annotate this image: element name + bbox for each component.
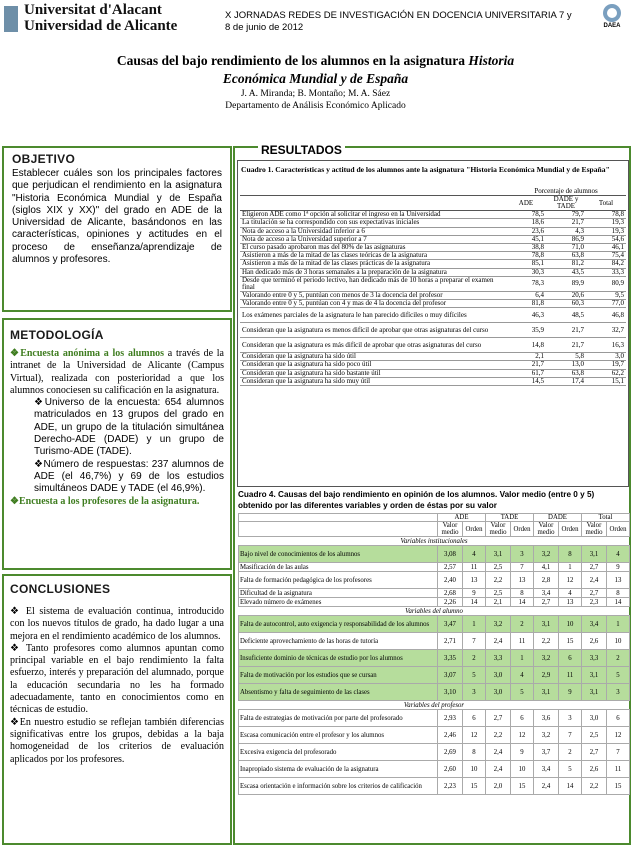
cuadro4-cell-orden: 6 bbox=[511, 710, 534, 727]
cuadro1-cell-value: 54,6 bbox=[586, 235, 626, 243]
cuadro1-row-label: Valorando entre 0 y 5, puntúan con 4 y mas de 4 la docencia del profesor bbox=[240, 300, 506, 308]
cuadro4-sub-header-valor: Valor medio bbox=[534, 522, 559, 537]
cuadro1-row-label: Consideran que la asignatura ha sido útil bbox=[240, 353, 506, 361]
cuadro4-row bbox=[239, 572, 630, 589]
cuadro4-table bbox=[238, 513, 630, 795]
cuadro4-sub-header-valor: Valor medio bbox=[582, 522, 607, 537]
cuadro4-cell-valor: 2,7 bbox=[582, 563, 607, 572]
cuadro4-section-institucionales: Variables institucionales bbox=[400, 537, 468, 545]
cuadro4-cell-orden: 5 bbox=[511, 684, 534, 701]
cuadro4-cell-orden: 14 bbox=[607, 598, 630, 607]
cuadro1-cell-value: 9,5 bbox=[586, 291, 626, 299]
cuadro4-row-label: Escasa comunicación entre el profesor y los alumnos bbox=[239, 727, 438, 744]
title-italic-1: Historia bbox=[468, 53, 515, 68]
cuadro1-row-label: Los exámenes parciales de la asignatura le han parecido difíciles o muy difíciles bbox=[240, 308, 506, 323]
cuadro4-sub-header-row bbox=[239, 522, 630, 537]
daea-logo bbox=[596, 2, 628, 32]
metodologia-item-1 bbox=[10, 348, 224, 397]
daea-label: DAEA bbox=[603, 23, 621, 29]
cuadro4-cell-orden: 3 bbox=[607, 684, 630, 701]
cuadro4-cell-valor: 2,7 bbox=[486, 710, 511, 727]
cuadro4-cell-valor: 4,1 bbox=[534, 563, 559, 572]
conclusiones-heading: CONCLUSIONES bbox=[10, 582, 111, 596]
cuadro4-cell-orden: 6 bbox=[463, 710, 486, 727]
title-italic-2: Económica Mundial y de España bbox=[222, 71, 409, 86]
cuadro4-sub-header-orden: Orden bbox=[559, 522, 582, 537]
cuadro4-cell-valor: 2,6 bbox=[582, 761, 607, 778]
cuadro4-section-profesor: Variables del profesor bbox=[403, 701, 465, 709]
university-name-valencian: Universitat d'Alacant bbox=[24, 2, 162, 18]
cuadro1-cell-value: 61,7 bbox=[506, 369, 546, 377]
cuadro1-row-label: Nota de acceso a la Universidad superior a 7 bbox=[240, 235, 506, 243]
cuadro1-cell-value: 75,4 bbox=[586, 252, 626, 260]
objetivo-section bbox=[2, 146, 232, 312]
cuadro4-cell-orden: 7 bbox=[511, 563, 534, 572]
cuadro4-cell-orden: 9 bbox=[607, 563, 630, 572]
conclusiones-section bbox=[2, 574, 232, 845]
event-title bbox=[225, 10, 585, 34]
cuadro4-section-alumno: Variables del alumno bbox=[405, 607, 463, 615]
cuadro1-cell-value: 38,8 bbox=[506, 244, 546, 252]
cuadro4-cell-orden: 10 bbox=[511, 761, 534, 778]
cuadro1-cell-value: 81,8 bbox=[506, 300, 546, 308]
cuadro1-cell-value: 2,1 bbox=[506, 353, 546, 361]
cuadro1-cell-value: 78,8 bbox=[506, 252, 546, 260]
cuadro4-cell-valor: 2,68 bbox=[438, 589, 463, 598]
cuadro4-cell-orden: 5 bbox=[463, 667, 486, 684]
cuadro4-row bbox=[239, 727, 630, 744]
metodologia-sub-2: ❖Número de respuestas: 237 alumnos de ADE (el 46,7%) y 69 de los estudios simultáneos DADE y TADE (el 46,9%). bbox=[34, 458, 224, 495]
cuadro1-table bbox=[240, 188, 626, 386]
cuadro4-cell-valor: 2,46 bbox=[438, 727, 463, 744]
cuadro1-cell-value: 18,6 bbox=[506, 219, 546, 227]
event-line-2: 8 de junio de 2012 bbox=[225, 22, 304, 33]
cuadro1-cell-value: 16,3 bbox=[586, 338, 626, 353]
cuadro4-cell-valor: 3,7 bbox=[534, 744, 559, 761]
cuadro1-cell-value: 78,8 bbox=[586, 211, 626, 219]
conclusion-1: ❖ El sistema de evaluación continua, introducido con los nuevos títulos de grado, ha dado lugar a una mejora en el rendimiento académico de los alumnos. bbox=[10, 606, 224, 642]
cuadro4-title: Cuadro 4. Causas del bajo rendimiento en opinión de los alumnos. Valor medio (entre 0 y 5) obtenido por las diferentes variables y orden de éstas por su valor bbox=[238, 490, 595, 510]
cuadro1-cell-value: 46,1 bbox=[586, 244, 626, 252]
cuadro4-row bbox=[239, 546, 630, 563]
cuadro4-row-label: Dificultad de la asignatura bbox=[239, 589, 438, 598]
cuadro4-row-label: Falta de formación pedagógica de los profesores bbox=[239, 572, 438, 589]
cuadro1-cell-value: 6,4 bbox=[506, 291, 546, 299]
cuadro1-row bbox=[240, 338, 626, 353]
cuadro1-row-label: Asistieron a más de la mitad de las clases prácticas de la asignatura bbox=[240, 260, 506, 268]
cuadro4-cell-valor: 2,57 bbox=[438, 563, 463, 572]
cuadro1-row bbox=[240, 361, 626, 369]
metodologia-section bbox=[2, 318, 232, 570]
cuadro4-cell-valor: 3,0 bbox=[486, 684, 511, 701]
cuadro4-cell-valor: 2,8 bbox=[534, 572, 559, 589]
cuadro4-cell-orden: 5 bbox=[607, 667, 630, 684]
cuadro4-cell-valor: 2,7 bbox=[582, 589, 607, 598]
cuadro4-row-label: Masificación de las aulas bbox=[239, 563, 438, 572]
cuadro4-cell-valor: 2,2 bbox=[486, 727, 511, 744]
cuadro1-row-label: La titulación se ha correspondido con sus expectativas iniciales bbox=[240, 219, 506, 227]
cuadro4-row bbox=[239, 710, 630, 727]
cuadro4-cell-orden: 8 bbox=[559, 546, 582, 563]
cuadro4-cell-valor: 3,47 bbox=[438, 616, 463, 633]
cuadro4-row-label: Absentismo y falta de seguimiento de las clases bbox=[239, 684, 438, 701]
cuadro4-row bbox=[239, 598, 630, 607]
cuadro1-cell-value: 19,7 bbox=[586, 361, 626, 369]
cuadro4-row-label: Excesiva exigencia del profesorado bbox=[239, 744, 438, 761]
cuadro4-cell-orden: 2 bbox=[559, 744, 582, 761]
cuadro1-row bbox=[240, 308, 626, 323]
cuadro1-cell-value: 77,0 bbox=[586, 300, 626, 308]
cuadro4-cell-orden: 15 bbox=[463, 778, 486, 795]
cuadro4-cell-orden: 10 bbox=[559, 616, 582, 633]
cuadro4-row bbox=[239, 667, 630, 684]
cuadro1-row bbox=[240, 276, 626, 291]
cuadro4-cell-valor: 3,1 bbox=[582, 546, 607, 563]
cuadro4-section-row bbox=[239, 701, 630, 710]
cuadro4-cell-valor: 3,4 bbox=[534, 761, 559, 778]
cuadro1-cell-value: 23,6 bbox=[506, 227, 546, 235]
cuadro4-cell-orden: 13 bbox=[559, 598, 582, 607]
department: Departamento de Análisis Económico Aplicado bbox=[225, 101, 406, 111]
cuadro4-cell-orden: 5 bbox=[559, 761, 582, 778]
cuadro1-row-label: Consideran que la asignatura ha sido bastante útil bbox=[240, 369, 506, 377]
cuadro4-group-header: DADE bbox=[534, 514, 582, 522]
cuadro4-cell-orden: 7 bbox=[559, 727, 582, 744]
cuadro1-cell-value: 21,7 bbox=[546, 323, 586, 338]
cuadro1-cell-value: 81,2 bbox=[546, 260, 586, 268]
authors: J. A. Miranda; B. Montaño; M. A. Sáez bbox=[240, 89, 391, 99]
cuadro4-row bbox=[239, 650, 630, 667]
cuadro1-cell-value: 89,9 bbox=[546, 276, 586, 291]
cuadro4-cell-valor: 2,69 bbox=[438, 744, 463, 761]
resultados-heading: RESULTADOS bbox=[258, 143, 345, 157]
cuadro4-cell-orden: 14 bbox=[559, 778, 582, 795]
cuadro1-row bbox=[240, 323, 626, 338]
cuadro4-cell-orden: 2 bbox=[607, 650, 630, 667]
cuadro4-cell-orden: 8 bbox=[511, 589, 534, 598]
cuadro4-group-header: TADE bbox=[486, 514, 534, 522]
cuadro4-cell-valor: 3,1 bbox=[582, 667, 607, 684]
university-emblem-icon bbox=[4, 6, 18, 32]
objetivo-text: Establecer cuáles son los principales factores que perjudican el rendimiento en la asignatura "Historia Económica Mundial y de España (siglos XIX y XX)" del grado en ADE de la Universidad de Alicante, basándonos en las características, opiniones y actitudes en el proceso de enseñanza/aprendizaje de alumnos y profesores. bbox=[12, 168, 222, 266]
cuadro1-cell-value: 79,7 bbox=[546, 211, 586, 219]
cuadro4-cell-orden: 11 bbox=[511, 633, 534, 650]
cuadro4-corner-cell bbox=[239, 514, 438, 522]
cuadro4-cell-valor: 2,26 bbox=[438, 598, 463, 607]
cuadro4-cell-valor: 2,4 bbox=[582, 572, 607, 589]
cuadro4-cell-orden: 3 bbox=[559, 710, 582, 727]
cuadro1-cell-value: 20,6 bbox=[546, 291, 586, 299]
cuadro4-cell-valor: 2,2 bbox=[582, 778, 607, 795]
conclusion-3: ❖En nuestro estudio se reflejan también diferencias significativas entre los grupos, debidas a la baja homogeneidad de los criterios de evaluación aplicados por los profesores. bbox=[10, 716, 224, 765]
cuadro4-cell-valor: 3,2 bbox=[534, 727, 559, 744]
cuadro4-cell-valor: 2,4 bbox=[486, 761, 511, 778]
cuadro4-cell-valor: 3,4 bbox=[534, 589, 559, 598]
cuadro1-cell-value: 32,7 bbox=[586, 323, 626, 338]
cuadro1-row-label: Nota de acceso a la Universidad inferior a 6 bbox=[240, 227, 506, 235]
cuadro1-column-header: DADE y TADE bbox=[546, 196, 586, 211]
cuadro4-cell-orden: 8 bbox=[607, 589, 630, 598]
cuadro4-cell-valor: 2,2 bbox=[534, 633, 559, 650]
cuadro1-row-label: Consideran que la asignatura es más difícil de aprobar que otras asignaturas del curso bbox=[240, 338, 506, 353]
cuadro4-row-label: Insuficiente dominio de técnicas de estudio por los alumnos bbox=[239, 650, 438, 667]
cuadro4-cell-orden: 9 bbox=[511, 744, 534, 761]
cuadro1-row-label: Eligieron ADE como 1ª opción al solicitar el ingreso en la Universidad bbox=[240, 211, 506, 219]
cuadro4-cell-orden: 11 bbox=[607, 761, 630, 778]
cuadro4-cell-orden: 1 bbox=[607, 616, 630, 633]
cuadro4-cell-valor: 2,4 bbox=[486, 744, 511, 761]
objetivo-heading: OBJETIVO bbox=[12, 152, 76, 166]
cuadro4-row-label: Elevado número de exámenes bbox=[239, 598, 438, 607]
cuadro4-row-label: Falta de estrategias de motivación por parte del profesorado bbox=[239, 710, 438, 727]
cuadro4-cell-valor: 2,9 bbox=[534, 667, 559, 684]
cuadro4-cell-orden: 4 bbox=[607, 546, 630, 563]
cuadro1-column-header: ADE bbox=[506, 196, 546, 211]
poster-title bbox=[10, 52, 621, 88]
cuadro4-cell-valor: 3,2 bbox=[534, 546, 559, 563]
cuadro4-row-label: Escasa orientación e información sobre los criterios de calificación bbox=[239, 778, 438, 795]
cuadro1-row-label: El curso pasado aprobaron mas del 80% de las asignaturas bbox=[240, 244, 506, 252]
cuadro4-sub-header-valor: Valor medio bbox=[438, 522, 463, 537]
cuadro4-row bbox=[239, 684, 630, 701]
cuadro1-cell-value: 21,7 bbox=[546, 338, 586, 353]
cuadro1-cell-value: 48,5 bbox=[546, 308, 586, 323]
cuadro1-cell-value: 60,3 bbox=[546, 300, 586, 308]
cuadro4-cell-orden: 11 bbox=[463, 563, 486, 572]
metodologia-item-1-highlight: ❖Encuesta anónima a los alumnos bbox=[10, 348, 165, 359]
cuadro1-cell-value: 80,9 bbox=[586, 276, 626, 291]
cuadro1-cell-value: 15,1 bbox=[586, 377, 626, 385]
cuadro1-group-header: Porcentaje de alumnos bbox=[506, 188, 626, 196]
cuadro1-cell-value: 86,9 bbox=[546, 235, 586, 243]
cuadro1-cell-value: 17,4 bbox=[546, 377, 586, 385]
cuadro4-cell-orden: 10 bbox=[607, 633, 630, 650]
cuadro4-cell-orden: 2 bbox=[463, 650, 486, 667]
cuadro4-cell-valor: 3,3 bbox=[486, 650, 511, 667]
cuadro4-cell-orden: 4 bbox=[511, 667, 534, 684]
metodologia-item-2: ❖Encuesta a los profesores de la asignatura. bbox=[10, 495, 200, 507]
cuadro4-cell-orden: 2 bbox=[511, 616, 534, 633]
cuadro4-cell-valor: 3,07 bbox=[438, 667, 463, 684]
cuadro4-cell-orden: 3 bbox=[511, 546, 534, 563]
metodologia-item-1-text: a través de la intranet de la Universidad de Alicante (Campus Virtual), realizada con posterioridad a que los alumnos conociesen su calificación en la asignatura. bbox=[10, 348, 224, 396]
cuadro4-corner-cell bbox=[239, 522, 438, 537]
cuadro4-cell-valor: 3,3 bbox=[582, 650, 607, 667]
cuadro1-cell-value: 63,8 bbox=[546, 252, 586, 260]
cuadro1-cell-value: 46,3 bbox=[506, 308, 546, 323]
cuadro4-cell-valor: 2,7 bbox=[582, 744, 607, 761]
cuadro4-cell-orden: 15 bbox=[511, 778, 534, 795]
cuadro4-cell-valor: 2,4 bbox=[534, 778, 559, 795]
cuadro4-cell-valor: 3,0 bbox=[582, 710, 607, 727]
cuadro4-cell-orden: 1 bbox=[559, 563, 582, 572]
cuadro1-row bbox=[240, 219, 626, 227]
metodologia-sub-1: ❖Universo de la encuesta: 654 alumnos matriculados en 13 grupos del grado en ADE, un grupo de la titulación simultánea Derecho-ADE (DADE) y un grupo de Turismo-ADE (TADE). bbox=[34, 397, 224, 458]
cuadro1-cell-value: 78,3 bbox=[506, 276, 546, 291]
cuadro4-cell-valor: 2,93 bbox=[438, 710, 463, 727]
cuadro1-cell-value: 5,8 bbox=[546, 353, 586, 361]
cuadro4-cell-valor: 3,2 bbox=[486, 616, 511, 633]
cuadro4-row bbox=[239, 563, 630, 572]
cuadro1-cell-value: 14,5 bbox=[506, 377, 546, 385]
cuadro4-cell-valor: 2,4 bbox=[486, 633, 511, 650]
cuadro4-cell-orden: 8 bbox=[463, 744, 486, 761]
cuadro4-cell-valor: 3,6 bbox=[534, 710, 559, 727]
cuadro1-cell-value: 43,5 bbox=[546, 268, 586, 276]
cuadro1-row-label: Han dedicado más de 3 horas semanales a la preparación de la asignatura bbox=[240, 268, 506, 276]
cuadro4-cell-orden: 13 bbox=[511, 572, 534, 589]
cuadro4-cell-valor: 2,71 bbox=[438, 633, 463, 650]
cuadro4-cell-orden: 6 bbox=[559, 650, 582, 667]
cuadro4-group-header-row bbox=[239, 514, 630, 522]
cuadro4-cell-valor: 2,5 bbox=[486, 589, 511, 598]
cuadro4-cell-orden: 12 bbox=[559, 572, 582, 589]
cuadro1-cell-value: 13,0 bbox=[546, 361, 586, 369]
cuadro4-cell-orden: 10 bbox=[463, 761, 486, 778]
cuadro4-row-label: Falta de motivación por los estudios que se cursan bbox=[239, 667, 438, 684]
cuadro1-cell-value: 45,1 bbox=[506, 235, 546, 243]
cuadro4-cell-orden: 7 bbox=[463, 633, 486, 650]
cuadro4-row bbox=[239, 761, 630, 778]
cuadro4-cell-valor: 2,40 bbox=[438, 572, 463, 589]
cuadro1-cell-value: 19,3 bbox=[586, 219, 626, 227]
cuadro1-cell-value: 84,2 bbox=[586, 260, 626, 268]
cuadro1-cell-value: 85,1 bbox=[506, 260, 546, 268]
cuadro1-cell-value: 35,9 bbox=[506, 323, 546, 338]
cuadro4-cell-orden: 13 bbox=[463, 572, 486, 589]
cuadro4-row bbox=[239, 616, 630, 633]
cuadro4-cell-valor: 3,10 bbox=[438, 684, 463, 701]
cuadro4-row bbox=[239, 589, 630, 598]
cuadro4-cell-orden: 11 bbox=[559, 667, 582, 684]
cuadro4-cell-orden: 4 bbox=[463, 546, 486, 563]
cuadro1-cell-value: 71,0 bbox=[546, 244, 586, 252]
cuadro4-cell-valor: 3,1 bbox=[582, 684, 607, 701]
cuadro4-cell-orden: 7 bbox=[607, 744, 630, 761]
cuadro1-column-header-row bbox=[240, 196, 626, 211]
cuadro4-cell-valor: 2,6 bbox=[582, 633, 607, 650]
cuadro1-cell-value: 46,8 bbox=[586, 308, 626, 323]
cuadro1-cell-value: 78,5 bbox=[506, 211, 546, 219]
university-name-spanish: Universidad de Alicante bbox=[24, 18, 178, 34]
cuadro1-cell-value: 62,2 bbox=[586, 369, 626, 377]
cuadro1-cell-value: 19,3 bbox=[586, 227, 626, 235]
cuadro4-cell-orden: 13 bbox=[607, 572, 630, 589]
cuadro4-cell-valor: 2,5 bbox=[486, 563, 511, 572]
cuadro1-cell-value: 4,3 bbox=[546, 227, 586, 235]
cuadro4-cell-valor: 2,5 bbox=[582, 727, 607, 744]
cuadro1-cell-value: 21,7 bbox=[506, 361, 546, 369]
cuadro4-row bbox=[239, 778, 630, 795]
cuadro4-cell-valor: 2,2 bbox=[486, 572, 511, 589]
cuadro4-cell-orden: 12 bbox=[463, 727, 486, 744]
cuadro4-cell-valor: 2,0 bbox=[486, 778, 511, 795]
cuadro4-cell-valor: 2,23 bbox=[438, 778, 463, 795]
cuadro4-cell-valor: 3,1 bbox=[534, 616, 559, 633]
cuadro4-cell-valor: 3,1 bbox=[534, 684, 559, 701]
cuadro4-cell-orden: 6 bbox=[607, 710, 630, 727]
cuadro4-cell-valor: 3,2 bbox=[534, 650, 559, 667]
cuadro4-row-label: Bajo nivel de conocimientos de los alumnos bbox=[239, 546, 438, 563]
cuadro1-title: Cuadro 1. Características y actitud de los alumnos ante la asignatura "Historia Económica Mundial y de España" bbox=[241, 165, 610, 174]
cuadro4-cell-orden: 14 bbox=[463, 598, 486, 607]
cuadro4-cell-orden: 3 bbox=[463, 684, 486, 701]
cuadro4-sub-header-orden: Orden bbox=[607, 522, 630, 537]
event-line-1: X JORNADAS REDES DE INVESTIGACIÓN EN DOCENCIA UNIVERSITARIA 7 y bbox=[225, 10, 572, 21]
cuadro1-row-label: Consideran que la asignatura ha sido muy útil bbox=[240, 377, 506, 385]
cuadro4-cell-orden: 9 bbox=[463, 589, 486, 598]
university-logo bbox=[4, 2, 214, 36]
cuadro1-row bbox=[240, 300, 626, 308]
cuadro4-cell-orden: 12 bbox=[511, 727, 534, 744]
cuadro4-cell-orden: 15 bbox=[607, 778, 630, 795]
cuadro1-row-label: Valorando entre 0 y 5, puntúan con menos de 3 la docencia del profesor bbox=[240, 291, 506, 299]
cuadro4-cell-orden: 14 bbox=[511, 598, 534, 607]
cuadro1-cell-value: 3,0 bbox=[586, 353, 626, 361]
cuadro1-row bbox=[240, 377, 626, 385]
cuadro4-cell-orden: 1 bbox=[463, 616, 486, 633]
conclusion-2: ❖ Tanto profesores como alumnos apuntan como principal variable en el bajo rendimiento la falta esfuerzo, interés y preparación del alumnado, porque la educación secundaria no les ha formado adecuadamente, tanto en conocimientos como en técnicas de estudio. bbox=[10, 642, 224, 716]
cuadro4-cell-valor: 2,60 bbox=[438, 761, 463, 778]
cuadro1-column-header: Total bbox=[586, 196, 626, 211]
cuadro4-cell-valor: 3,1 bbox=[486, 546, 511, 563]
cuadro1-corner-cell bbox=[240, 188, 506, 196]
cuadro4-section-row bbox=[239, 607, 630, 616]
cuadro4-row-label: Falta de autocontrol, auto exigencia y responsabilidad de los alumnos bbox=[239, 616, 438, 633]
cuadro1-cell-value: 21,7 bbox=[546, 219, 586, 227]
cuadro1-row-label: Consideran que la asignatura es menos difícil de aprobar que otras asignaturas del curso bbox=[240, 323, 506, 338]
cuadro4-sub-header-valor: Valor medio bbox=[486, 522, 511, 537]
cuadro1-row bbox=[240, 260, 626, 268]
cuadro4-cell-orden: 1 bbox=[511, 650, 534, 667]
cuadro4-row bbox=[239, 633, 630, 650]
title-plain: Causas del bajo rendimiento de los alumnos en la asignatura bbox=[116, 53, 469, 68]
cuadro4-row-label: Deficiente aprovechamiento de las horas de tutoría bbox=[239, 633, 438, 650]
cuadro4-cell-orden: 9 bbox=[559, 684, 582, 701]
cuadro4-cell-valor: 3,4 bbox=[582, 616, 607, 633]
cuadro4-section-row bbox=[239, 537, 630, 546]
cuadro4-row-label: Inapropiado sistema de evaluación de la asignatura bbox=[239, 761, 438, 778]
cuadro1-cell-value: 33,3 bbox=[586, 268, 626, 276]
cuadro4-group-header: ADE bbox=[438, 514, 486, 522]
cuadro1-row-label: Asistieron a más de la mitad de las clases teóricas de la asignatura bbox=[240, 252, 506, 260]
cuadro4-row bbox=[239, 744, 630, 761]
cuadro4-cell-valor: 2,3 bbox=[582, 598, 607, 607]
cuadro4-cell-orden: 12 bbox=[607, 727, 630, 744]
cuadro1-row-label: Desde que terminó el periodo lectivo, han dedicado más de 10 horas a preparar el examen final bbox=[240, 276, 506, 291]
cuadro1-row-label: Consideran que la asignatura ha sido poco útil bbox=[240, 361, 506, 369]
cuadro1-cell-value: 14,8 bbox=[506, 338, 546, 353]
cuadro4-cell-orden: 15 bbox=[559, 633, 582, 650]
cuadro4-sub-header-orden: Orden bbox=[511, 522, 534, 537]
cuadro4-cell-valor: 3,0 bbox=[486, 667, 511, 684]
cuadro4-cell-valor: 3,35 bbox=[438, 650, 463, 667]
cuadro4-cell-valor: 3,08 bbox=[438, 546, 463, 563]
cuadro1-corner-cell bbox=[240, 196, 506, 211]
metodologia-heading: METODOLOGÍA bbox=[10, 328, 104, 342]
cuadro1-cell-value: 30,3 bbox=[506, 268, 546, 276]
cuadro4-sub-header-orden: Orden bbox=[463, 522, 486, 537]
cuadro4-cell-valor: 2,1 bbox=[486, 598, 511, 607]
cuadro4-cell-orden: 4 bbox=[559, 589, 582, 598]
cuadro1-cell-value: 63,8 bbox=[546, 369, 586, 377]
cuadro4-cell-valor: 2,7 bbox=[534, 598, 559, 607]
cuadro4-group-header: Total bbox=[582, 514, 630, 522]
